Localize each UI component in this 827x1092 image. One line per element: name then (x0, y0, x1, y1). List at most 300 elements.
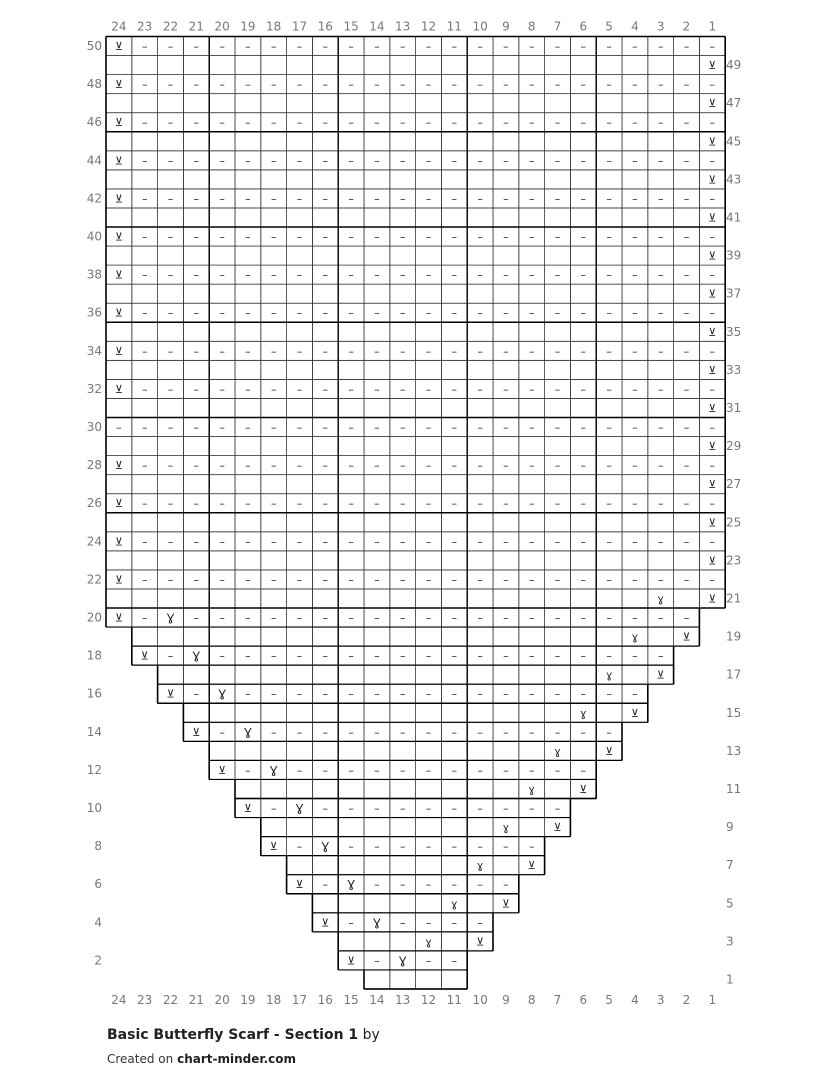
chart-cell (416, 894, 442, 913)
chart-cell (158, 360, 184, 379)
column-number-top: 21 (188, 19, 204, 34)
row-number-right: 17 (726, 667, 742, 682)
chart-cell (338, 818, 364, 837)
stitch-symbol: – (348, 840, 354, 854)
stitch-symbol: – (425, 535, 432, 549)
stitch-symbol: – (709, 78, 716, 92)
stitch-symbol: – (503, 382, 509, 396)
stitch-symbol: – (503, 611, 509, 625)
stitch-symbol: – (451, 840, 458, 854)
chart-cell (519, 170, 545, 189)
chart-cell (338, 360, 364, 379)
chart-cell (648, 246, 674, 265)
stitch-symbol: – (528, 268, 535, 282)
chart-cell (235, 360, 261, 379)
stitch-symbol: – (141, 268, 148, 282)
stitch-symbol: – (632, 192, 638, 206)
stitch-symbol: – (296, 78, 303, 92)
chart-cell (519, 56, 545, 75)
chart-cell (441, 322, 467, 341)
stitch-symbol: – (503, 878, 509, 892)
stitch-symbol: – (219, 573, 225, 587)
stitch-symbol: – (322, 535, 329, 549)
stitch-symbol: – (657, 573, 664, 587)
chart-cell (416, 475, 442, 494)
chart-cell (287, 741, 313, 760)
stitch-symbol: ɣ (476, 859, 484, 873)
chart-cell (287, 170, 313, 189)
chart-cell (674, 551, 700, 570)
chart-cell (467, 551, 493, 570)
chart-cell (158, 665, 184, 684)
row-number-right: 35 (726, 324, 742, 339)
stitch-symbol: – (606, 459, 612, 473)
column-number-bottom: 2 (682, 993, 691, 1007)
chart-cell (106, 437, 132, 456)
chart-cell (390, 856, 416, 875)
row-number-right: 15 (726, 705, 742, 720)
chart-cell (106, 246, 132, 265)
stitch-symbol: – (141, 192, 148, 206)
stitch-symbol: ⊻ (708, 554, 717, 568)
chart-cell (441, 475, 467, 494)
row-number-right: 23 (726, 553, 742, 568)
stitch-symbol: – (193, 421, 200, 435)
chart-cell (312, 818, 338, 837)
stitch-symbol: – (348, 535, 354, 549)
chart-cell (545, 627, 571, 646)
chart-cell (312, 894, 338, 913)
stitch-symbol: – (141, 535, 148, 549)
stitch-symbol: – (322, 878, 329, 892)
chart-cell (338, 246, 364, 265)
chart-cell (312, 360, 338, 379)
chart-cell (261, 56, 287, 75)
stitch-symbol: – (348, 154, 354, 168)
chart-cell (493, 94, 519, 113)
chart-cell (106, 208, 132, 227)
chart-cell (235, 398, 261, 417)
stitch-symbol: – (451, 687, 458, 701)
chart-cell (674, 56, 700, 75)
chart-cell (622, 132, 648, 151)
stitch-symbol: – (451, 497, 458, 511)
column-number-top: 4 (631, 19, 639, 34)
row-number-left: 44 (86, 153, 102, 168)
chart-cell (132, 170, 158, 189)
stitch-symbol: – (683, 611, 690, 625)
stitch-symbol: – (374, 40, 380, 54)
chart-cell (132, 246, 158, 265)
stitch-symbol: – (399, 306, 406, 320)
stitch-symbol: – (348, 573, 354, 587)
stitch-symbol: – (348, 344, 354, 358)
stitch-symbol: Ɣ (166, 611, 175, 625)
chart-cell (390, 894, 416, 913)
site-link[interactable]: chart-minder.com (177, 1052, 296, 1066)
stitch-symbol: – (374, 611, 380, 625)
stitch-symbol: ⊻ (114, 535, 123, 549)
chart-cell (648, 132, 674, 151)
stitch-symbol: – (528, 421, 535, 435)
chart-footer (107, 1027, 380, 1066)
stitch-symbol: ⊻ (708, 211, 717, 225)
chart-cell (390, 513, 416, 532)
stitch-symbol: – (683, 116, 690, 130)
chart-cell (674, 437, 700, 456)
stitch-symbol: – (141, 344, 148, 358)
stitch-symbol: – (477, 421, 483, 435)
chart-cell (364, 779, 390, 798)
chart-cell (519, 322, 545, 341)
chart-cell (312, 665, 338, 684)
chart-cell (545, 437, 571, 456)
chart-cell (416, 513, 442, 532)
chart-cell (622, 284, 648, 303)
stitch-symbol: – (399, 535, 406, 549)
stitch-symbol: – (399, 573, 406, 587)
stitch-symbol: ⊻ (656, 668, 665, 682)
stitch-symbol: – (683, 306, 690, 320)
row-number-left: 12 (86, 762, 102, 777)
stitch-symbol: – (554, 459, 561, 473)
stitch-symbol: – (580, 497, 587, 511)
chart-cell (132, 437, 158, 456)
chart-cell (390, 208, 416, 227)
stitch-symbol: ⊻ (114, 230, 123, 244)
chart-cell (622, 208, 648, 227)
stitch-symbol: ɣ (451, 897, 458, 911)
row-number-left: 28 (86, 458, 102, 473)
stitch-symbol: – (632, 611, 638, 625)
chart-cell (493, 322, 519, 341)
stitch-symbol: – (503, 497, 509, 511)
chart-cell (648, 437, 674, 456)
chart-cell (364, 589, 390, 608)
stitch-symbol: – (270, 230, 277, 244)
chart-cell (519, 475, 545, 494)
column-number-top: 14 (369, 19, 385, 34)
chart-cell (338, 513, 364, 532)
stitch-symbol: – (528, 382, 535, 396)
stitch-symbol: – (709, 497, 716, 511)
chart-cell (364, 856, 390, 875)
column-number-bottom: 14 (369, 993, 385, 1007)
stitch-symbol: – (477, 840, 483, 854)
stitch-symbol: ɣ (425, 935, 432, 949)
stitch-symbol: – (503, 230, 509, 244)
chart-cell (132, 360, 158, 379)
column-number-bottom: 23 (137, 993, 153, 1007)
chart-cell (416, 284, 442, 303)
stitch-symbol: – (167, 306, 174, 320)
chart-cell (312, 513, 338, 532)
column-number-bottom: 10 (472, 993, 488, 1007)
chart-cell (338, 741, 364, 760)
column-number-bottom: 17 (291, 993, 308, 1007)
row-number-right: 1 (726, 972, 734, 987)
stitch-symbol: – (270, 725, 277, 739)
row-number-right: 19 (726, 629, 742, 644)
stitch-symbol: – (657, 268, 664, 282)
stitch-symbol: – (296, 382, 303, 396)
stitch-symbol: – (554, 268, 561, 282)
stitch-symbol: – (322, 497, 329, 511)
chart-cell (467, 284, 493, 303)
chart-cell (545, 246, 571, 265)
stitch-symbol: – (451, 421, 458, 435)
chart-cell (441, 437, 467, 456)
chart-cell (209, 551, 235, 570)
column-number-bottom: 8 (527, 993, 536, 1007)
row-number-left: 32 (86, 381, 102, 396)
chart-cell (287, 856, 313, 875)
chart-cell (364, 970, 390, 989)
chart-cell (183, 208, 209, 227)
stitch-symbol: – (374, 154, 380, 168)
column-number-bottom: 12 (420, 993, 437, 1007)
chart-cell (312, 475, 338, 494)
column-number-bottom: 6 (579, 993, 588, 1007)
chart-cell (648, 475, 674, 494)
chart-cell (312, 856, 338, 875)
chart-cell (570, 284, 596, 303)
stitch-symbol: – (270, 611, 277, 625)
stitch-symbol: ⊻ (166, 687, 175, 701)
chart-cell (338, 170, 364, 189)
chart-cell (261, 779, 287, 798)
stitch-symbol: – (322, 573, 329, 587)
stitch-symbol: – (554, 154, 561, 168)
stitch-symbol: – (374, 306, 380, 320)
chart-cell (467, 170, 493, 189)
chart-cell (596, 94, 622, 113)
stitch-symbol: – (399, 649, 406, 663)
chart-cell (261, 208, 287, 227)
row-number-right: 33 (726, 362, 742, 377)
stitch-symbol: – (167, 230, 174, 244)
chart-cell (364, 170, 390, 189)
chart-cell (261, 627, 287, 646)
chart-cell (674, 475, 700, 494)
chart-cell (390, 551, 416, 570)
column-number-bottom: 15 (343, 993, 359, 1007)
chart-cell (132, 208, 158, 227)
chart-cell (132, 398, 158, 417)
chart-cell (467, 360, 493, 379)
stitch-symbol: ɣ (528, 782, 535, 796)
stitch-symbol: – (193, 40, 200, 54)
stitch-symbol: – (296, 535, 303, 549)
stitch-symbol: – (167, 116, 174, 130)
stitch-symbol: – (451, 268, 458, 282)
stitch-symbol: – (477, 344, 483, 358)
stitch-symbol: – (528, 840, 535, 854)
stitch-symbol: – (477, 154, 483, 168)
stitch-symbol: – (606, 116, 612, 130)
stitch-symbol: – (632, 344, 638, 358)
stitch-symbol: – (399, 916, 406, 930)
stitch-symbol: ⊻ (579, 782, 588, 796)
stitch-symbol: – (425, 116, 432, 130)
stitch-symbol: – (606, 725, 612, 739)
stitch-symbol: – (399, 725, 406, 739)
chart-cell (467, 513, 493, 532)
chart-cell (519, 627, 545, 646)
chart-cell (390, 398, 416, 417)
column-number-bottom: 18 (266, 993, 282, 1007)
chart-cell (570, 322, 596, 341)
stitch-symbol: – (399, 878, 406, 892)
stitch-symbol: – (399, 154, 406, 168)
stitch-symbol: ⊻ (708, 516, 717, 530)
stitch-symbol: – (245, 382, 251, 396)
chart-cell (287, 437, 313, 456)
chart-cell (674, 208, 700, 227)
column-number-top: 10 (472, 19, 488, 34)
chart-cell (183, 56, 209, 75)
stitch-symbol: – (528, 306, 535, 320)
stitch-symbol: – (348, 763, 354, 777)
chart-cell (183, 284, 209, 303)
stitch-symbol: – (399, 192, 406, 206)
stitch-symbol: ⊻ (476, 935, 485, 949)
stitch-symbol: – (219, 611, 225, 625)
stitch-symbol: – (374, 344, 380, 358)
chart-cell (416, 818, 442, 837)
chart-cell (132, 627, 158, 646)
chart-cell (416, 970, 442, 989)
stitch-symbol: – (477, 611, 483, 625)
stitch-symbol: – (425, 573, 432, 587)
stitch-symbol: – (580, 268, 587, 282)
stitch-symbol: – (219, 306, 225, 320)
created-prefix: Created on (107, 1052, 174, 1066)
chart-cell (596, 246, 622, 265)
chart-cell (570, 94, 596, 113)
chart-cell (287, 322, 313, 341)
chart-cell (338, 475, 364, 494)
row-number-left: 36 (86, 305, 102, 320)
chart-cell (209, 703, 235, 722)
chart-cell (158, 589, 184, 608)
stitch-symbol: – (503, 78, 509, 92)
chart-cell (158, 56, 184, 75)
chart-cell (390, 170, 416, 189)
row-number-right: 37 (726, 286, 742, 301)
stitch-symbol: – (296, 116, 303, 130)
stitch-symbol: – (245, 763, 251, 777)
stitch-symbol: – (322, 382, 329, 396)
stitch-symbol: – (503, 154, 509, 168)
chart-cell (312, 56, 338, 75)
chart-cell (596, 284, 622, 303)
chart-cell (622, 398, 648, 417)
chart-cell (416, 398, 442, 417)
chart-cell (416, 246, 442, 265)
chart-cell (519, 589, 545, 608)
row-number-left: 50 (86, 39, 102, 54)
chart-cell (545, 665, 571, 684)
stitch-symbol: – (451, 878, 458, 892)
row-number-left: 8 (94, 839, 102, 854)
chart-cell (106, 513, 132, 532)
column-number-bottom: 5 (605, 993, 613, 1007)
stitch-symbol: – (477, 916, 483, 930)
column-number-top: 3 (656, 19, 665, 34)
stitch-symbol: – (322, 230, 329, 244)
chart-cell (493, 56, 519, 75)
stitch-symbol: – (657, 497, 664, 511)
chart-cell (622, 551, 648, 570)
chart-cell (416, 208, 442, 227)
stitch-symbol: – (709, 192, 716, 206)
chart-cell (235, 437, 261, 456)
stitch-symbol: – (425, 497, 432, 511)
row-number-left: 4 (94, 915, 102, 930)
stitch-symbol: – (245, 40, 251, 54)
chart-cell (183, 246, 209, 265)
stitch-symbol: – (219, 459, 225, 473)
chart-cell (416, 132, 442, 151)
stitch-symbol: – (477, 116, 483, 130)
stitch-symbol: – (580, 230, 587, 244)
chart-cell (364, 360, 390, 379)
stitch-symbol: – (116, 421, 122, 435)
stitch-symbol: – (348, 687, 354, 701)
stitch-symbol: – (477, 78, 483, 92)
chart-cell (132, 132, 158, 151)
stitch-symbol: – (503, 268, 509, 282)
stitch-symbol: – (374, 78, 380, 92)
chart-cell (235, 589, 261, 608)
chart-cell (674, 589, 700, 608)
stitch-symbol: – (425, 687, 432, 701)
row-number-left: 18 (86, 648, 102, 663)
chart-cell (416, 779, 442, 798)
stitch-symbol: – (632, 459, 638, 473)
stitch-symbol: – (167, 649, 174, 663)
stitch-symbol: – (683, 192, 690, 206)
chart-cell (441, 589, 467, 608)
chart-cell (390, 627, 416, 646)
stitch-symbol: – (193, 268, 200, 282)
column-number-top: 12 (420, 19, 437, 34)
stitch-symbol: – (193, 306, 200, 320)
chart-cell (106, 322, 132, 341)
stitch-symbol: ⊻ (708, 478, 717, 492)
chart-cell (622, 475, 648, 494)
stitch-symbol: ⊻ (114, 573, 123, 587)
chart-cell (467, 322, 493, 341)
stitch-symbol: – (477, 687, 483, 701)
stitch-symbol: – (296, 497, 303, 511)
chart-cell (261, 818, 287, 837)
chart-cell (312, 284, 338, 303)
stitch-symbol: ⊻ (708, 97, 717, 111)
chart-cell (390, 360, 416, 379)
chart-cell (519, 818, 545, 837)
chart-cell (364, 322, 390, 341)
row-number-left: 6 (94, 877, 102, 892)
stitch-symbol: – (141, 230, 148, 244)
stitch-symbol: – (348, 802, 354, 816)
stitch-symbol: – (477, 497, 483, 511)
stitch-symbol: – (477, 459, 483, 473)
stitch-symbol: – (606, 421, 612, 435)
stitch-symbol: ⊻ (708, 592, 717, 606)
chart-cell (338, 779, 364, 798)
